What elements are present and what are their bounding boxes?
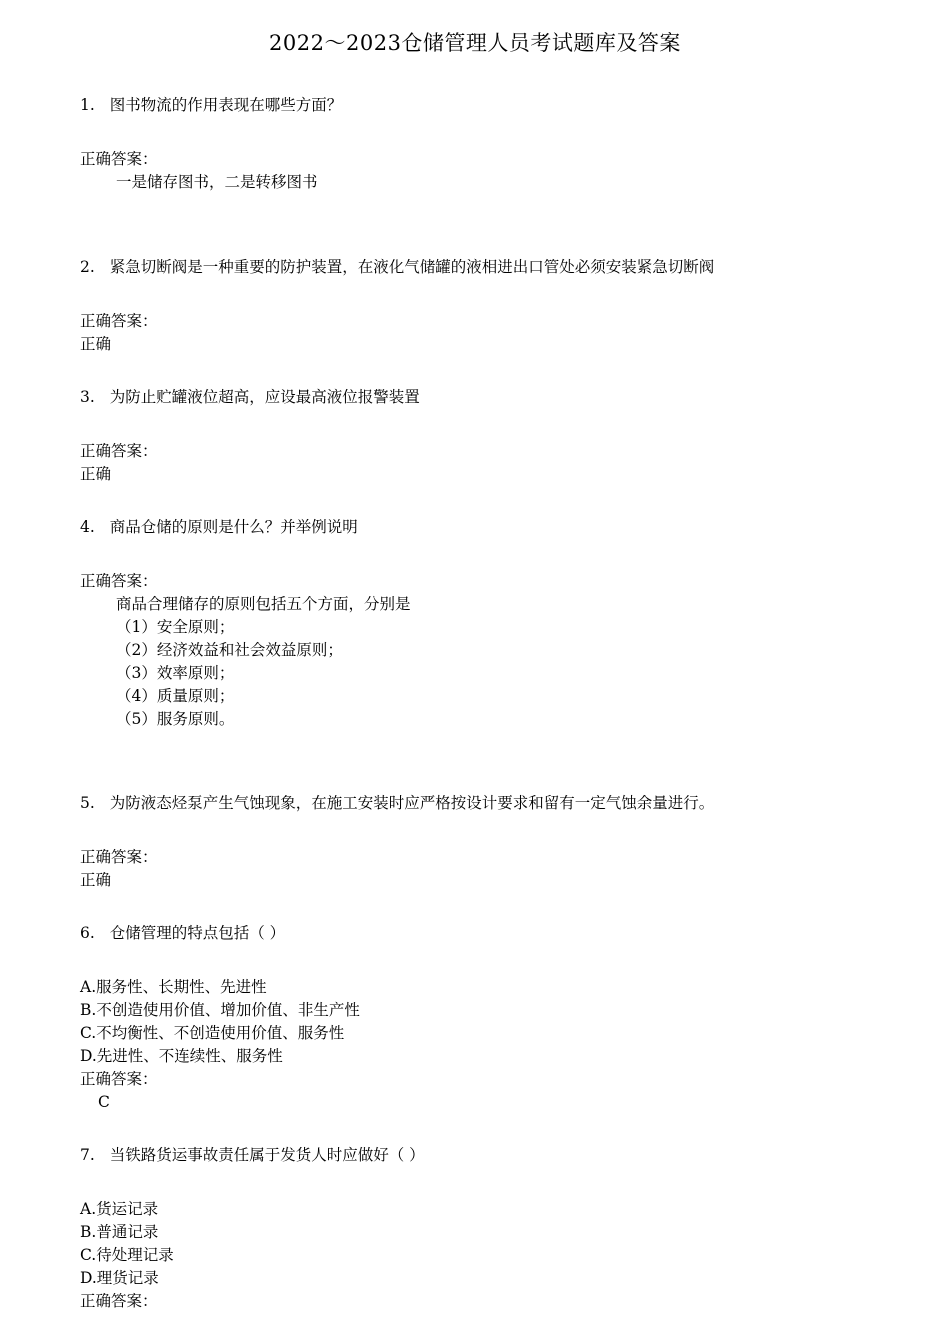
question-1 — [80, 94, 342, 116]
option-d: D.理货记录 — [80, 1269, 159, 1287]
option-c: C.待处理记录 — [80, 1246, 174, 1264]
page-title: 2022～2023仓储管理人员考试题库及答案 — [269, 31, 681, 55]
answer-text: 正确 — [80, 335, 112, 353]
question-number: 4. — [80, 518, 95, 536]
answer-text: C — [98, 1093, 110, 1111]
answer-label: 正确答案： — [80, 1070, 158, 1088]
question-text: 为防止贮罐液位超高，应设最高液位报警装置 — [109, 388, 420, 406]
option-d: D.先进性、不连续性、服务性 — [80, 1047, 283, 1065]
question-number: 1. — [80, 96, 95, 114]
question-text: 图书物流的作用表现在哪些方面？ — [109, 96, 343, 114]
question-number: 7. — [80, 1146, 95, 1164]
answer-text: 商品合理储存的原则包括五个方面，分别是 — [116, 595, 411, 613]
option-c: C.不均衡性、不创造使用价值、服务性 — [80, 1024, 345, 1042]
answer-text: 正确 — [80, 465, 112, 483]
question-4 — [80, 516, 358, 538]
answer-label: 正确答案： — [80, 442, 158, 460]
question-2 — [80, 256, 714, 278]
question-number: 6. — [80, 924, 95, 942]
answer-label: 正确答案： — [80, 1292, 158, 1310]
question-number: 2. — [80, 258, 95, 276]
question-text: 为防液态烃泵产生气蚀现象，在施工安装时应严格按设计要求和留有一定气蚀余量进行。 — [109, 794, 715, 812]
question-7 — [80, 1144, 425, 1166]
answer-text: （4）质量原则； — [116, 687, 235, 705]
answer-text: 正确 — [80, 871, 112, 889]
question-text: 当铁路货运事故责任属于发货人时应做好（ ） — [109, 1146, 425, 1164]
question-6 — [80, 922, 285, 944]
question-3 — [80, 386, 420, 408]
answer-label: 正确答案： — [80, 572, 158, 590]
answer-label: 正确答案： — [80, 848, 158, 866]
option-b: B.普通记录 — [80, 1223, 159, 1241]
question-text: 商品仓储的原则是什么？并举例说明 — [109, 518, 358, 536]
option-b: B.不创造使用价值、增加价值、非生产性 — [80, 1001, 360, 1019]
question-text: 仓储管理的特点包括（ ） — [109, 924, 286, 942]
option-a: A.服务性、长期性、先进性 — [80, 978, 267, 996]
question-number: 3. — [80, 388, 95, 406]
answer-label: 正确答案： — [80, 150, 158, 168]
question-text: 紧急切断阀是一种重要的防护装置，在液化气储罐的液相进出口管处必须安装紧急切断阀 — [109, 258, 715, 276]
option-a: A.货运记录 — [80, 1200, 159, 1218]
answer-text: （5）服务原则。 — [116, 710, 235, 728]
answer-label: 正确答案： — [80, 312, 158, 330]
answer-text: （1）安全原则； — [116, 618, 235, 636]
question-5 — [80, 792, 714, 814]
answer-text: 一是储存图书，二是转移图书 — [116, 173, 318, 191]
answer-text: （2）经济效益和社会效益原则； — [116, 641, 343, 659]
answer-text: （3）效率原则； — [116, 664, 235, 682]
question-number: 5. — [80, 794, 95, 812]
